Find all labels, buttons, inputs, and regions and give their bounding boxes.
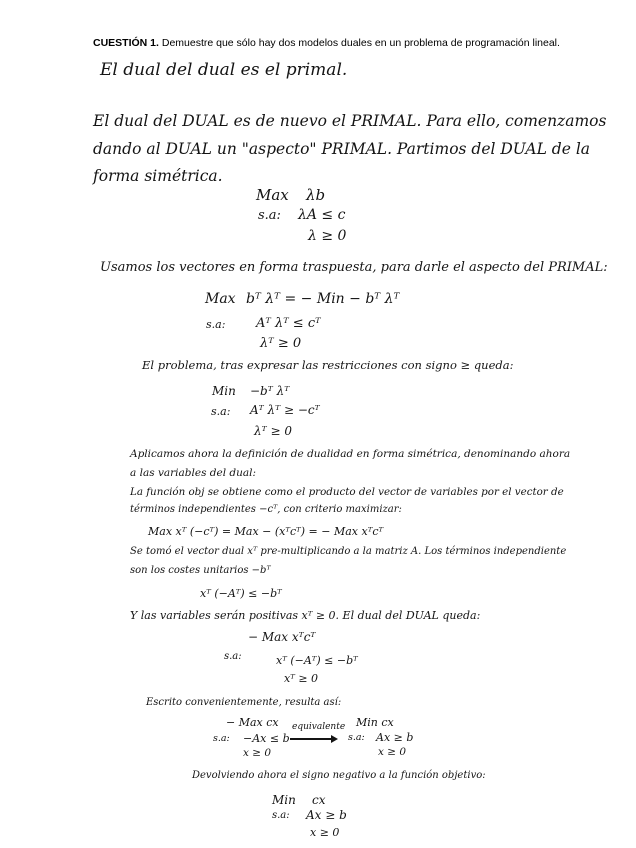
m4-eq: Max xᵀ (−cᵀ) = Max − (xᵀcᵀ) = − Max xᵀcᵀ <box>148 525 384 538</box>
m3-min: Min <box>212 384 236 398</box>
line-11: Se tomó el vector dual xᵀ pre-multiplicando a la matriz A. Los términos independiente <box>130 546 567 557</box>
m3-nonneg: λᵀ ≥ 0 <box>254 424 292 438</box>
m5-con: xᵀ (−Aᵀ) ≤ −bᵀ <box>200 587 282 600</box>
m6-obj: − Max xᵀcᵀ <box>248 630 316 644</box>
m8-obj: cx <box>312 793 326 807</box>
m1-nonneg: λ ≥ 0 <box>308 228 347 244</box>
line-1: El dual del dual es el primal. <box>100 60 348 80</box>
m7-sa2: s.a: <box>348 732 365 743</box>
m2-sa: s.a: <box>206 318 226 331</box>
line-9: La función obj se obtiene como el producto del vector de variables por el vector de <box>130 486 564 498</box>
line-14: Escrito convenientemente, resulta así: <box>146 697 342 708</box>
m8-min: Min <box>272 793 296 807</box>
m6-sa: s.a: <box>224 651 242 662</box>
m6-nonneg: xᵀ ≥ 0 <box>284 672 319 685</box>
m8-nonneg: x ≥ 0 <box>310 826 340 839</box>
m1-obj: λb <box>306 186 326 204</box>
m1-sa: s.a: <box>258 208 281 223</box>
line-8: a las variables del dual: <box>130 467 257 479</box>
m7-nonneg2: x ≥ 0 <box>378 746 407 758</box>
m2-max: Max <box>205 291 236 307</box>
line-10: términos independientes −cᵀ, con criterio maximizar: <box>130 504 402 515</box>
line-7: Aplicamos ahora la definición de dualidad en forma simétrica, denominando ahora <box>130 448 571 460</box>
line-3: dando al DUAL un "aspecto" PRIMAL. Partimos del DUAL de la <box>93 140 591 158</box>
m8-con: Ax ≥ b <box>306 808 347 822</box>
line-4: forma simétrica. <box>93 167 223 185</box>
m8-sa: s.a: <box>272 810 290 821</box>
line-2: El dual del DUAL es de nuevo el PRIMAL. Para ello, comenzamos <box>93 112 607 130</box>
question-header <box>93 37 560 49</box>
m7-min: Min cx <box>356 716 394 729</box>
line-15: Devolviendo ahora el signo negativo a la función objetivo: <box>192 770 486 781</box>
line-6: El problema, tras expresar las restricciones con signo ≥ queda: <box>142 358 514 372</box>
m7-con2: Ax ≥ b <box>376 731 414 744</box>
m2-obj: bᵀ λᵀ = − Min − bᵀ λᵀ <box>246 291 400 307</box>
m7-obj: − Max cx <box>226 716 279 729</box>
m6-con: xᵀ (−Aᵀ) ≤ −bᵀ <box>276 654 358 667</box>
line-12: son los costes unitarios −bᵀ <box>130 565 271 576</box>
m2-nonneg: λᵀ ≥ 0 <box>260 336 302 351</box>
m7-equiv-label: equivalente <box>292 722 346 732</box>
m7-con: −Ax ≤ b <box>243 732 290 745</box>
m7-nonneg: x ≥ 0 <box>243 747 272 759</box>
m2-con: Aᵀ λᵀ ≤ cᵀ <box>256 316 321 331</box>
m3-sa: s.a: <box>211 405 231 418</box>
m1-con: λA ≤ c <box>298 207 346 223</box>
equivalence-arrow <box>290 738 332 740</box>
m7-sa: s.a: <box>213 733 230 744</box>
line-5: Usamos los vectores en forma traspuesta, para darle el aspecto del PRIMAL: <box>100 260 608 275</box>
question-number: CUESTIÓN 1. <box>93 37 159 49</box>
m3-obj: −bᵀ λᵀ <box>250 384 290 398</box>
m3-con: Aᵀ λᵀ ≥ −cᵀ <box>250 403 320 417</box>
line-13: Y las variables serán positivas xᵀ ≥ 0. El dual del DUAL queda: <box>130 609 481 622</box>
question-text: Demuestre que sólo hay dos modelos duales en un problema de programación lineal. <box>158 37 560 49</box>
m1-max: Max <box>256 186 289 204</box>
